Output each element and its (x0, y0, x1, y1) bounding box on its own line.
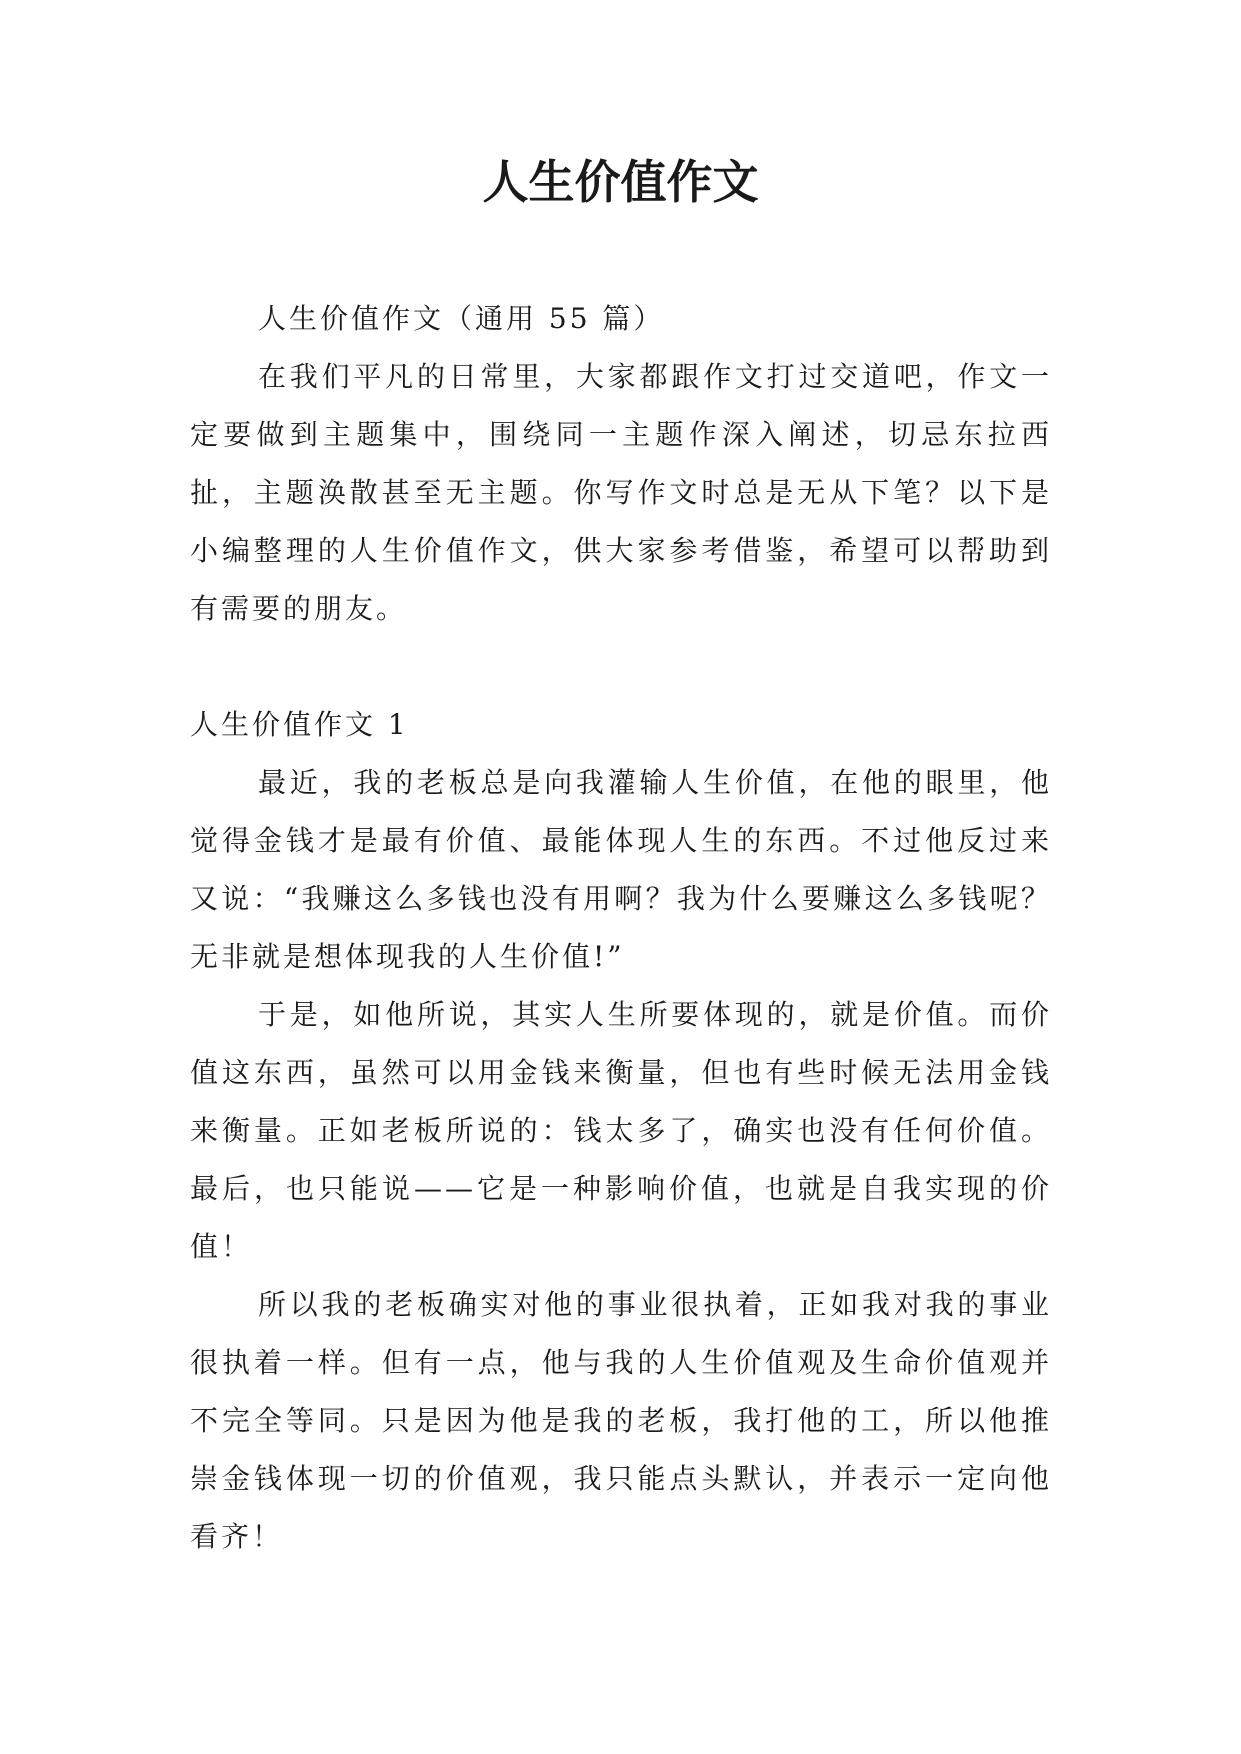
section-paragraph-3: 所以我的老板确实对他的事业很执着，正如我对我的事业很执着一样。但有一点，他与我的人生价值观及生命价值观并不完全等同。只是因为他是我的老板，我打他的工，所以他推崇金钱体现一切的价值观，我只能点头默认，并表示一定向他看齐！ (190, 1288, 1052, 1553)
document-body (190, 290, 1052, 1566)
section-heading: 人生价值作文 1 (190, 708, 409, 741)
document-subtitle: 人生价值作文（通用 55 篇） (258, 302, 665, 335)
section-paragraph-1: 最近，我的老板总是向我灌输人生价值，在他的眼里，他觉得金钱才是最有价值、最能体现人生的东西。不过他反过来又说：“我赚这么多钱也没有用啊？我为什么要赚这么多钱呢？无非就是想体现我的人生价值!” (190, 766, 1052, 973)
document-title: 人生价值作文 (482, 155, 759, 209)
section-paragraph-2: 于是，如他所说，其实人生所要体现的，就是价值。而价值这东西，虽然可以用金钱来衡量，但也有些时候无法用金钱来衡量。正如老板所说的：钱太多了，确实也没有任何价值。最后，也只能说——它是一种影响价值，也就是自我实现的价值！ (190, 998, 1052, 1263)
intro-paragraph: 在我们平凡的日常里，大家都跟作文打过交道吧，作文一定要做到主题集中，围绕同一主题作深入阐述，切忌东拉西扯，主题涣散甚至无主题。你写作文时总是无从下笔？以下是小编整理的人生价值作文，供大家参考借鉴，希望可以帮助到有需要的朋友。 (190, 360, 1052, 625)
